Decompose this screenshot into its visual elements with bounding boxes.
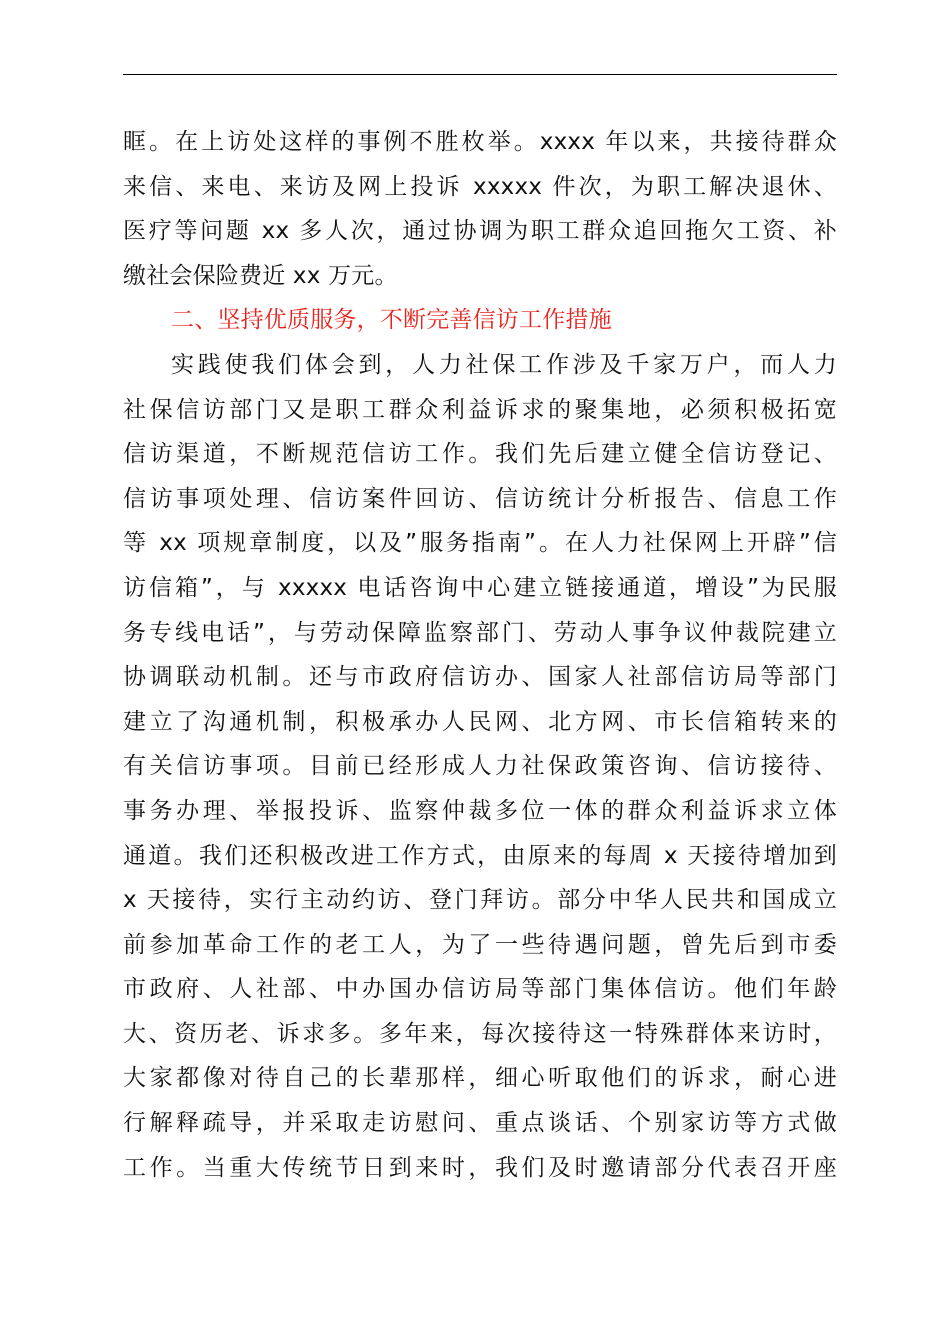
header-rule <box>123 74 837 75</box>
text-line: 实践使我们体会到，人力社保工作涉及千家万户，而人力 <box>171 351 837 378</box>
text-line: 社保信访部门又是职工群众利益诉求的聚集地，必须积极拓宽 <box>123 396 837 423</box>
text-line: 市政府、人社部、中办国办信访局等部门集体信访。他们年龄 <box>123 976 837 1003</box>
text-line: 信访事项处理、信访案件回访、信访统计分析报告、信息工作 <box>123 485 837 512</box>
text-line: 务专线电话”，与劳动保障监察部门、劳动人事争议仲裁院建立 <box>123 619 837 646</box>
text-line: 访信箱”，与 xxxxx 电话咨询中心建立链接通道，增设”为民服 <box>123 574 837 601</box>
text-line: 工作。当重大传统节日到来时，我们及时邀请部分代表召开座 <box>123 1154 837 1181</box>
text-line: 眶。在上访处这样的事例不胜枚举。xxxx 年以来，共接待群众 <box>123 129 837 155</box>
text-line: x 天接待，实行主动约访、登门拜访。部分中华人民共和国成立 <box>123 887 837 914</box>
text-line: 等 xx 项规章制度，以及”服务指南”。在人力社保网上开辟”信 <box>123 530 837 557</box>
section-heading: 二、坚持优质服务，不断完善信访工作措施 <box>171 307 612 334</box>
document-body <box>123 120 837 1190</box>
text-line: 来信、来电、来访及网上投诉 xxxxx 件次，为职工解决退休、 <box>123 173 837 200</box>
text-line: 通道。我们还积极改进工作方式，由原来的每周 x 天接待增加到 <box>123 842 837 869</box>
text-line: 行解释疏导，并采取走访慰问、重点谈话、个别家访等方式做 <box>123 1110 837 1137</box>
text-line: 医疗等问题 xx 多人次，通过协调为职工群众追回拖欠工资、补 <box>123 218 837 245</box>
text-line: 前参加革命工作的老工人，为了一些待遇问题，曾先后到市委 <box>123 931 837 958</box>
text-line: 大家都像对待自己的长辈那样，细心听取他们的诉求，耐心进 <box>123 1065 837 1092</box>
text-line: 建立了沟通机制，积极承办人民网、北方网、市长信箱转来的 <box>123 708 837 735</box>
text-line: 协调联动机制。还与市政府信访办、国家人社部信访局等部门 <box>123 664 837 691</box>
text-line: 大、资历老、诉求多。多年来，每次接待这一特殊群体来访时， <box>123 1020 837 1047</box>
text-line: 信访渠道，不断规范信访工作。我们先后建立健全信访登记、 <box>123 441 837 468</box>
text-line: 事务办理、举报投诉、监察仲裁多位一体的群众利益诉求立体 <box>123 797 837 824</box>
text-line: 缴社会保险费近 xx 万元。 <box>123 262 398 289</box>
text-line: 有关信访事项。目前已经形成人力社保政策咨询、信访接待、 <box>123 753 837 780</box>
